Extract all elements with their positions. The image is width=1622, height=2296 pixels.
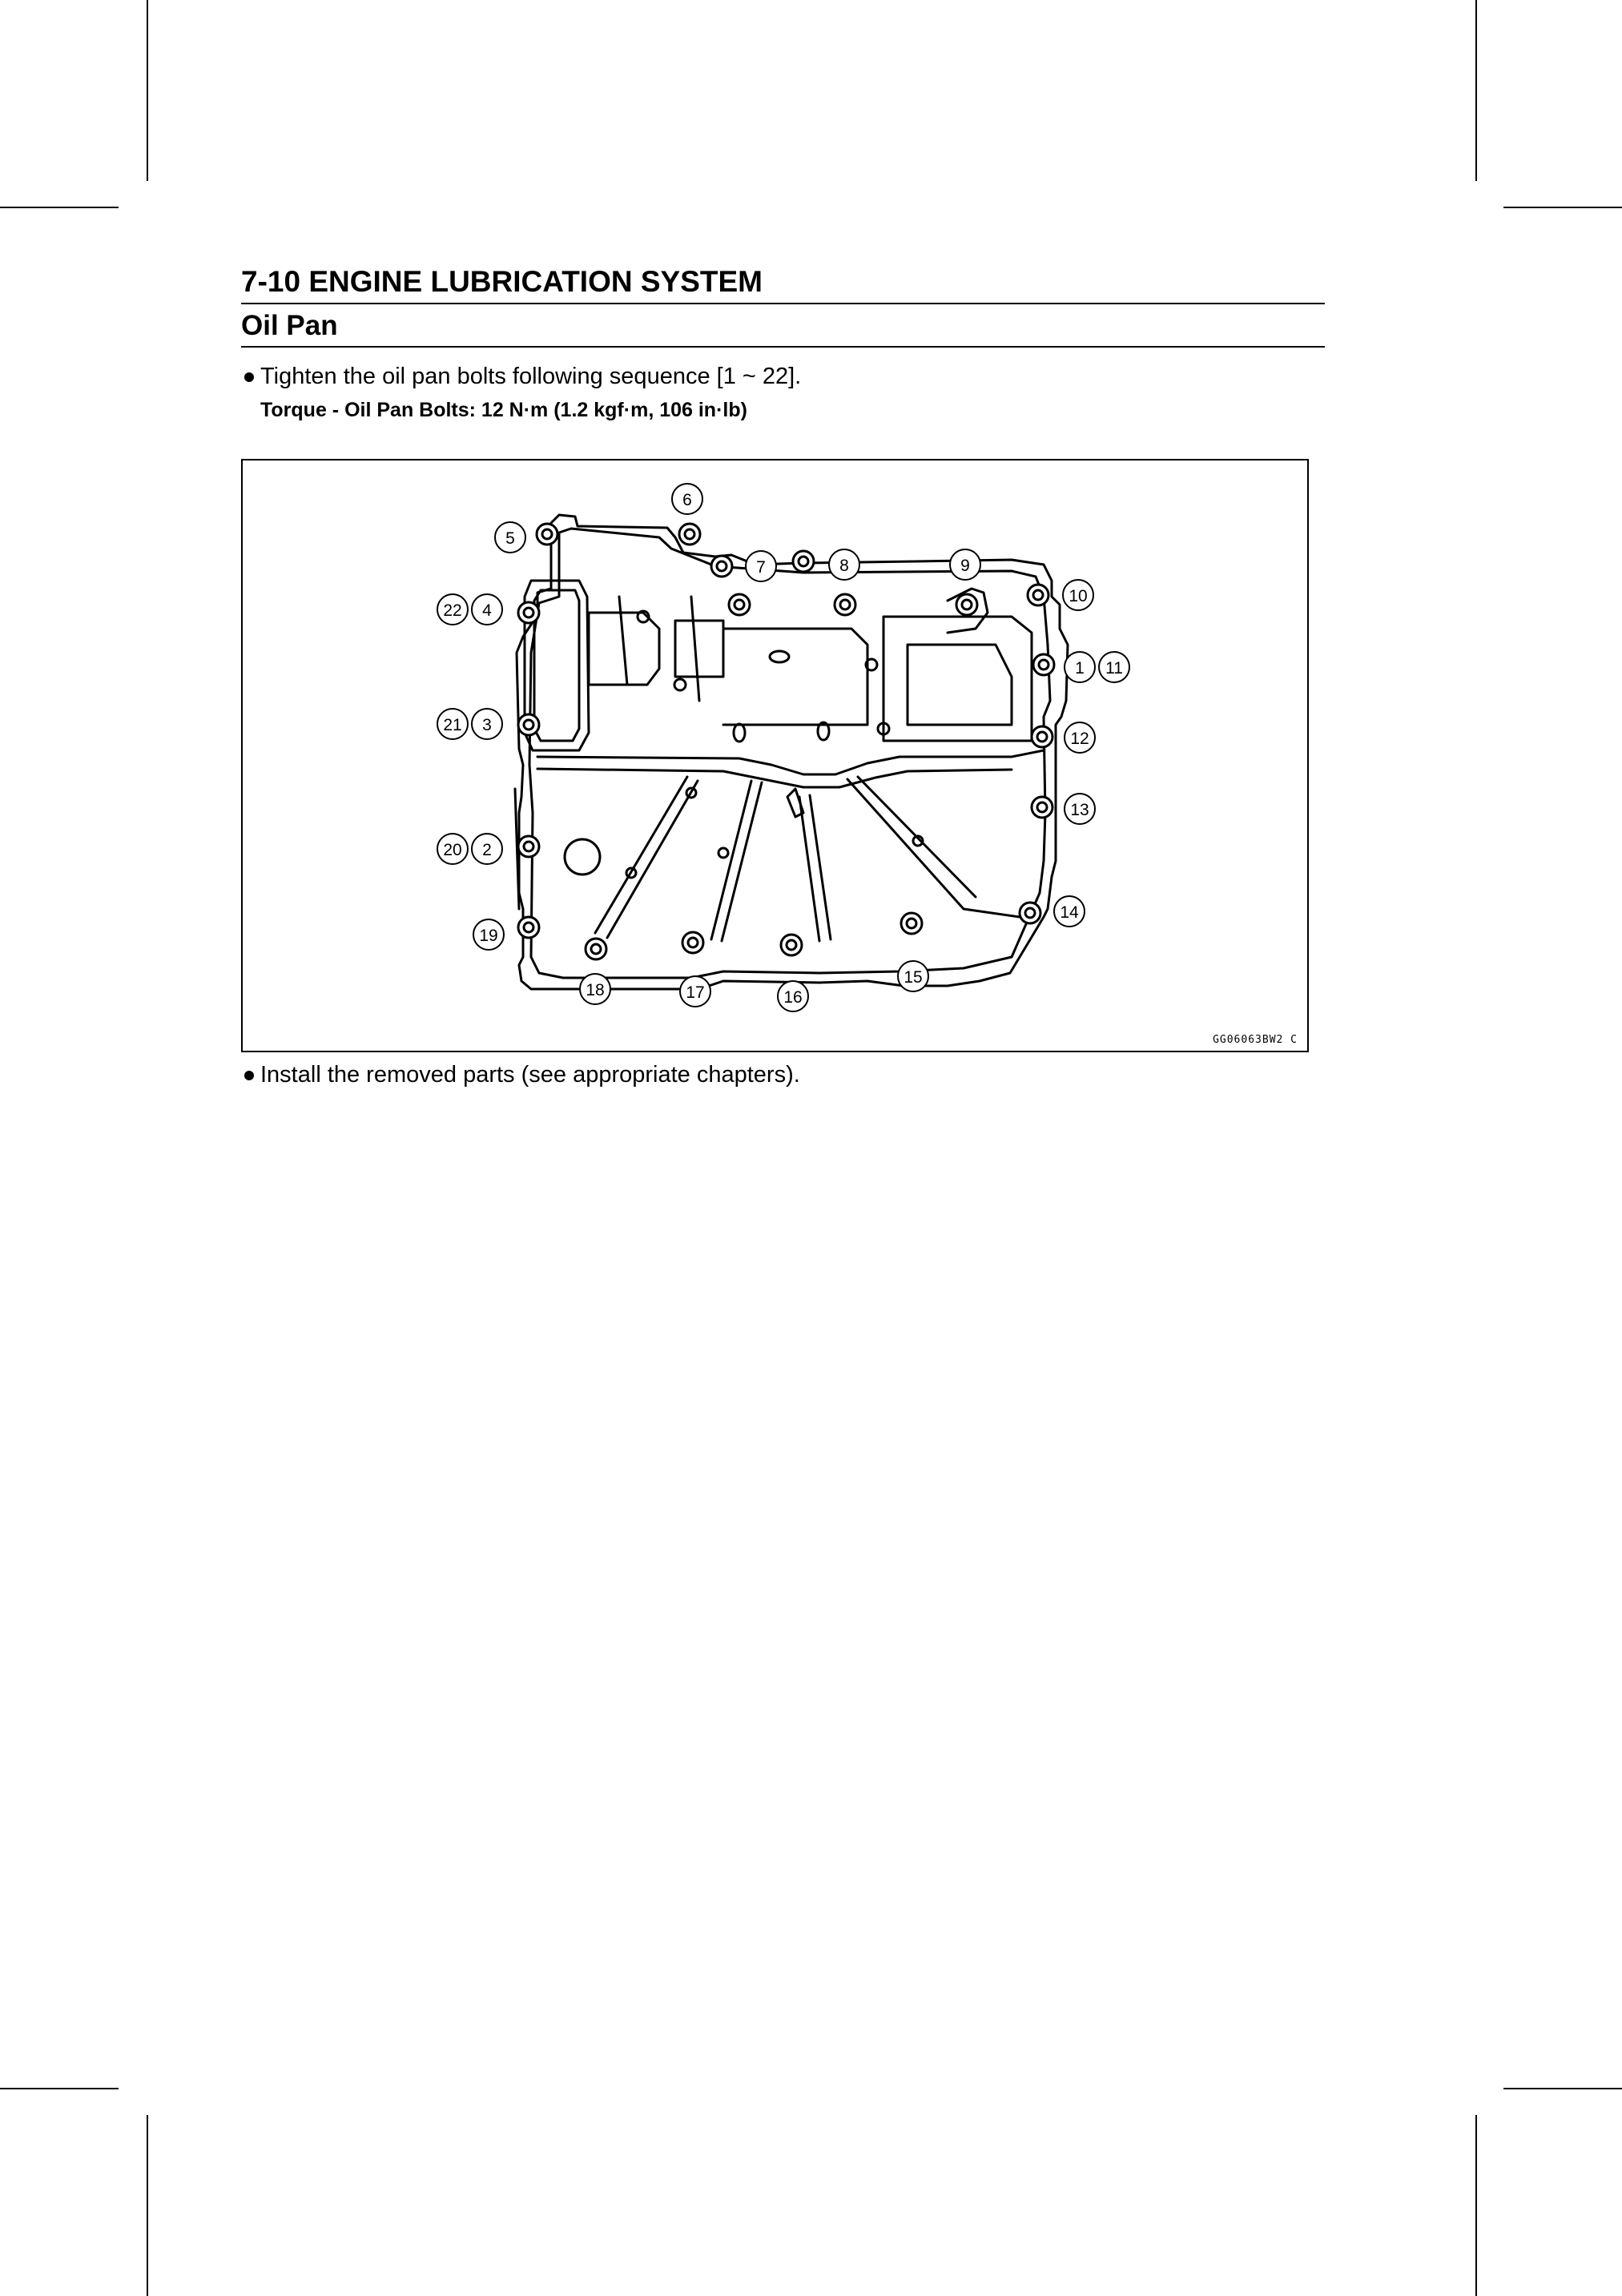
bolt-icon xyxy=(682,932,703,953)
label-10: 10 xyxy=(1069,587,1088,605)
oil-pan-figure xyxy=(241,459,1309,1052)
bolt-icon xyxy=(586,939,606,959)
crop-mark xyxy=(1503,207,1622,208)
label-19: 19 xyxy=(479,927,498,945)
step-tighten xyxy=(241,362,1325,391)
bolt-icon xyxy=(1032,797,1052,818)
label-12: 12 xyxy=(1070,730,1089,748)
crop-mark xyxy=(0,207,119,208)
step-install-text: Install the removed parts (see appropriate chapters). xyxy=(260,1062,800,1088)
section-title: Oil Pan xyxy=(241,310,338,341)
bolt-icon xyxy=(1032,726,1052,747)
bolt-icon xyxy=(518,714,539,735)
bullet-icon xyxy=(244,372,254,382)
section-rule xyxy=(241,346,1325,348)
bolt-icon xyxy=(518,917,539,938)
label-5: 5 xyxy=(505,529,515,548)
label-2: 2 xyxy=(482,841,492,859)
torque-spec: Torque - Oil Pan Bolts: 12 N·m (1.2 kgf·m, 106 in·lb) xyxy=(260,399,747,421)
crop-mark xyxy=(1475,2115,1477,2296)
oil-pan-outline xyxy=(515,515,1068,989)
label-20: 20 xyxy=(443,841,462,859)
label-3: 3 xyxy=(482,716,492,734)
bolt-icon xyxy=(835,594,855,615)
bolt-icon xyxy=(518,602,539,623)
label-22: 22 xyxy=(443,601,462,620)
bolt-icon xyxy=(729,594,750,615)
crop-mark xyxy=(147,2115,148,2296)
label-15: 15 xyxy=(904,968,923,987)
bolt-icon xyxy=(1028,585,1048,605)
crop-mark xyxy=(1475,0,1477,181)
label-6: 6 xyxy=(682,491,692,509)
label-16: 16 xyxy=(783,988,803,1007)
bolt-icon xyxy=(901,913,922,934)
bolt-icon xyxy=(781,935,802,955)
label-14: 14 xyxy=(1060,903,1079,922)
bolt-icon xyxy=(956,594,977,615)
bullet-icon xyxy=(244,1071,254,1080)
bolt-icon xyxy=(793,551,814,572)
label-21: 21 xyxy=(443,716,462,734)
step-install xyxy=(241,1060,1326,1089)
label-9: 9 xyxy=(960,557,970,575)
step-tighten-text: Tighten the oil pan bolts following sequence [1 ~ 22]. xyxy=(260,364,802,389)
label-1: 1 xyxy=(1075,659,1085,678)
chapter-title: 7-10 ENGINE LUBRICATION SYSTEM xyxy=(241,265,763,298)
oil-pan-diagram xyxy=(243,460,1307,1051)
label-7: 7 xyxy=(756,558,766,577)
crop-mark xyxy=(1503,2088,1622,2089)
label-11: 11 xyxy=(1105,659,1123,678)
page-content xyxy=(241,264,1325,423)
bolt-icon xyxy=(1020,903,1040,923)
label-18: 18 xyxy=(586,981,605,999)
label-4: 4 xyxy=(482,601,492,620)
label-13: 13 xyxy=(1070,801,1089,819)
bolt-icon xyxy=(537,524,557,545)
header-rule xyxy=(241,303,1325,304)
label-texts xyxy=(443,491,1123,1007)
bolt-icon xyxy=(711,556,732,577)
bolt-icon xyxy=(1033,654,1054,675)
crop-mark xyxy=(147,0,148,181)
label-17: 17 xyxy=(686,983,705,1002)
bolt-icon xyxy=(518,836,539,857)
crop-mark xyxy=(0,2088,119,2089)
figure-code: GG06063BW2 C xyxy=(1213,1034,1298,1046)
bolt-icon xyxy=(679,524,700,545)
label-8: 8 xyxy=(839,557,849,575)
